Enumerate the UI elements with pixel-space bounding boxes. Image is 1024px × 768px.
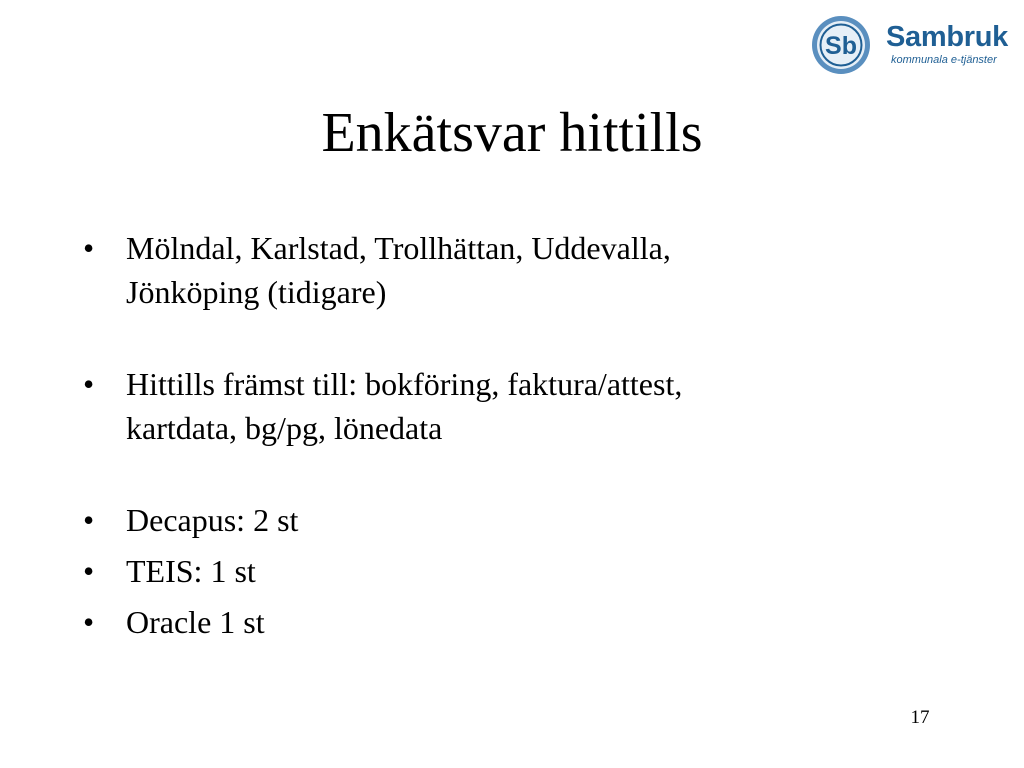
bullet-text-line: TEIS: 1 st xyxy=(126,553,256,589)
logo-name: Sambruk xyxy=(886,21,1008,53)
bullet-item-decapus xyxy=(83,498,883,542)
bullet-dot-icon: • xyxy=(83,604,95,640)
slide-title: Enkätsvar hittills xyxy=(321,102,703,164)
bullet-text-line: Hittills främst till: bokföring, faktura/attest, xyxy=(126,366,683,402)
bullet-text-line: Oracle 1 st xyxy=(126,604,265,640)
bullet-text-line: kartdata, bg/pg, lönedata xyxy=(126,410,443,446)
logo-tagline: kommunala e-tjänster xyxy=(891,54,997,66)
bullet-item-municipalities xyxy=(83,226,883,314)
bullet-dot-icon: • xyxy=(83,366,95,402)
sambruk-logo xyxy=(808,14,1014,78)
page-number: 17 xyxy=(910,707,930,728)
bullet-text-line: Jönköping (tidigare) xyxy=(126,274,387,310)
bullet-dot-icon: • xyxy=(83,230,95,266)
bullet-item-teis xyxy=(83,549,883,593)
logo-mark-text: Sb xyxy=(825,32,857,60)
bullet-dot-icon: • xyxy=(83,502,95,538)
bullet-list xyxy=(83,226,883,644)
sambruk-emblem-icon xyxy=(810,14,872,76)
bullet-text-line: Decapus: 2 st xyxy=(126,502,299,538)
bullet-text-line: Mölndal, Karlstad, Trollhättan, Uddevalla, xyxy=(126,230,671,266)
bullet-item-usage xyxy=(83,362,883,450)
bullet-dot-icon: • xyxy=(83,553,95,589)
bullet-item-oracle xyxy=(83,600,883,644)
